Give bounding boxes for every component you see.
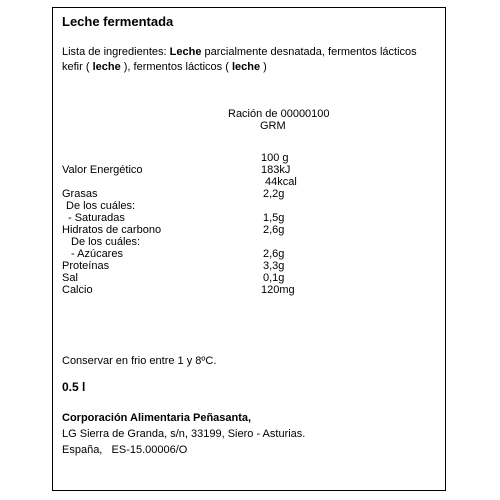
ingredients-list: [62, 45, 432, 75]
ration-unit: GRM: [260, 120, 286, 132]
row-sugars-value: 2,6g: [263, 248, 285, 260]
ration-label: Ración de 00000100: [228, 108, 330, 120]
company-registration: España, ES-15.00006/O: [62, 444, 188, 456]
row-fat-value: 2,2g: [263, 188, 285, 200]
row-energy-kj: 183kJ: [261, 164, 291, 176]
company-address: LG Sierra de Granda, s/n, 33199, Siero - Asturias.: [62, 428, 306, 440]
row-carbs-label: Hidratos de carbono: [62, 224, 162, 236]
ingredients-prefix: Lista de ingredientes:: [62, 46, 170, 58]
row-energy-kcal: 44kcal: [265, 176, 297, 188]
product-title: Leche fermentada: [62, 14, 174, 29]
ingredients-text-3: ): [260, 61, 267, 73]
row-fat-of-which: De los cuáles:: [66, 200, 136, 212]
row-fat-label: Grasas: [62, 188, 98, 200]
ingredient-allergen-1: Leche: [169, 46, 202, 58]
row-saturated-value: 1,5g: [263, 212, 285, 224]
ingredients-text-1: parcialmente desnatada, fermentos lácticos kefir (: [62, 46, 417, 73]
ingredient-allergen-3: leche: [231, 61, 261, 73]
company-block: [62, 410, 305, 458]
row-carbs-value: 2,6g: [263, 224, 285, 236]
row-energy-label: Valor Energético: [62, 164, 143, 176]
row-calcium-label: Calcio: [62, 284, 93, 296]
row-saturated-label: - Saturadas: [68, 212, 125, 224]
row-calcium-value: 120mg: [261, 284, 295, 296]
row-sugars-label: - Azúcares: [71, 248, 123, 260]
row-protein-label: Proteínas: [62, 260, 110, 272]
row-protein-value: 3,3g: [263, 260, 285, 272]
per-amount: 100 g: [261, 152, 289, 164]
company-name: Corporación Alimentaria Peñasanta,: [62, 412, 252, 424]
row-salt-label: Sal: [62, 272, 78, 284]
ingredients-text-2: ), fermentos lácticos (: [120, 61, 232, 73]
ingredient-allergen-2: leche: [92, 61, 121, 73]
row-salt-value: 0,1g: [263, 272, 285, 284]
storage-instructions: Conservar en frio entre 1 y 8ºC.: [62, 355, 217, 367]
volume: 0.5 l: [62, 380, 86, 394]
row-carbs-of-which: De los cuáles:: [71, 236, 141, 248]
